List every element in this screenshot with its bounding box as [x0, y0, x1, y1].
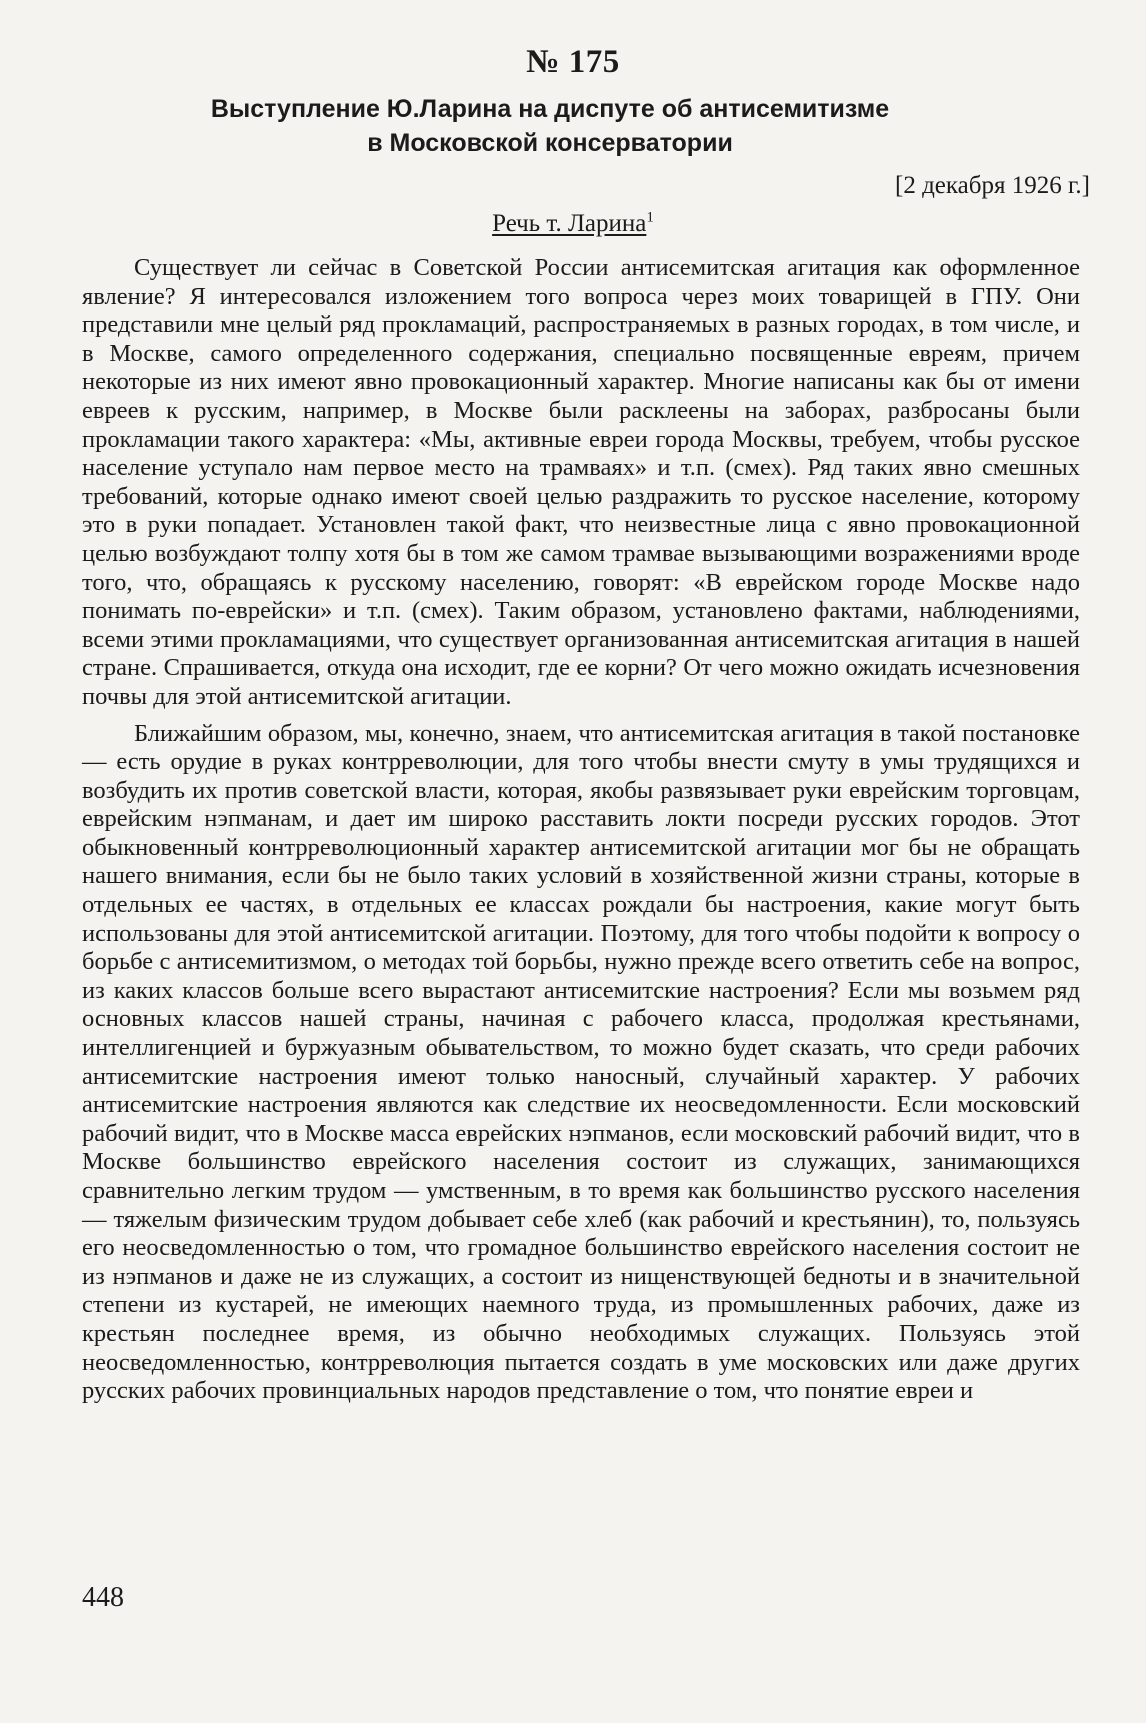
speech-heading-text: Речь т. Ларина — [492, 210, 647, 237]
body-text — [82, 254, 1080, 1414]
document-title-line-2: в Московской консерватории — [367, 129, 733, 157]
footnote-mark: 1 — [646, 209, 654, 226]
paragraph: Ближайшим образом, мы, конечно, знаем, что антисемитская агитация в такой постановке — есть орудие в руках контрреволюции, для того чтобы внести смуту в умы трудящихся и возбудить их против советской власти, которая, якобы развязывает руки еврейским торговцам, еврейским нэпманам, и дает им широко расставить локти посреди русских городов. Этот обыкновенный контрреволюционный характер антисемитской агитации мог бы не обращать нашего внимания, если бы не было таких условий в хозяйственной жизни страны, которые в отдельных ее частях, в отдельных ее классах рождали бы настроения, какие могут быть использованы для этой антисемитской агитации. Поэтому, для того чтобы подойти к вопросу о борьбе с антисемитизмом, о методах той борьбы, нужно прежде всего ответить себе на вопрос, из каких классов больше всего вырастают антисемитские настроения? Если мы возьмем ряд основных классов нашей страны, начиная с рабочего класса, продолжая крестьянами, интеллигенцией и буржуазным обывательством, то можно будет сказать, что среди рабочих антисемитские настроения имеют только наносный, случайный характер. У рабочих антисемитские настроения являются как следствие их неосведомленности. Если московский рабочий видит, что в Москве масса еврейских нэпманов, если московский рабочий видит, что в Москве большинство еврейского населения состоит из служащих, занимающихся сравнительно легким трудом — умственным, в то время как большинство русского населения — тяжелым физическим трудом добывает себе хлеб (как рабочий и крестьянин), то, пользуясь его неосведомленностью о том, что громадное большинство еврейского населения состоит не из нэпманов и даже не из служащих, а состоит из нищенствующей бедноты и в значительной степени из кустарей, не имеющих наемного труда, из промышленных рабочих, даже из крестьян последнее время, из обычно необходимых служащих. Пользуясь этой неосведомленностью, контрреволюция пытается создать в уме московских или даже других русских рабочих провинциальных народов представление о том, что понятие евреи и — [82, 719, 1080, 1405]
paragraph: Существует ли сейчас в Советской России антисемитская агитация как оформленное явление? Я интересовался изложением того вопроса через моих товарищей в ГПУ. Они представили мне целый ряд прокламаций, распространяемых в разных городах, в том числе, и в Москве, самого определенного содержания, специально посвященные евреям, причем некоторые из них имеют явно провокационный характер. Многие написаны как бы от имени евреев к русским, например, в Москве были расклеены на заборах, разбросаны были прокламации такого характера: «Мы, активные евреи города Москвы, требуем, чтобы русское население уступало нам первое место на трамваях» и т.п. (смех). Ряд таких явно смешных требований, которые однако имеют своей целью раздражить то русское население, которому это в руки попадает. Установлен такой факт, что неизвестные лица с явно провокационной целью возбуждают толпу хотя бы в том же самом трамвае вызывающими возражениями вроде того, что, обращаясь к русскому населению, говорят: «В еврейском городе Москве надо понимать по-еврейски» и т.п. (смех). Таким образом, установлено фактами, наблюдениями, всеми этими прокламациями, что существует организованная антисемитская агитация в нашей стране. Спрашивается, откуда она исходит, где ее корни? От чего можно ожидать исчезновения почвы для этой антисемитской агитации. — [82, 254, 1080, 710]
document-date: [2 декабря 1926 г.] — [895, 172, 1090, 199]
document-number: № 175 — [526, 44, 620, 80]
speech-heading — [0, 210, 1146, 238]
document-title-line-1: Выступление Ю.Ларина на диспуте об антисемитизме — [210, 95, 890, 123]
page-number: 448 — [82, 1582, 124, 1613]
document-title — [150, 92, 950, 160]
